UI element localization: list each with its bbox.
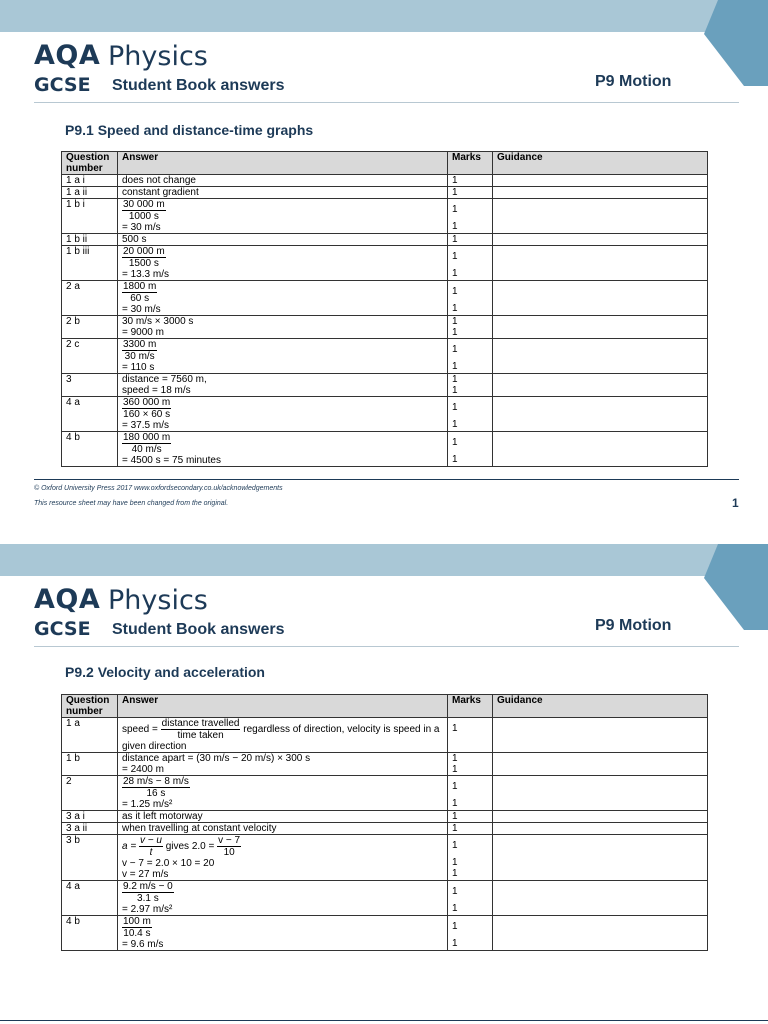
marks-cell <box>448 374 493 397</box>
question-cell: 1 a i <box>62 175 118 187</box>
fraction <box>122 916 152 939</box>
guidance-cell <box>493 281 708 316</box>
fraction-denominator: 1000 s <box>128 211 159 222</box>
table-row <box>62 753 708 776</box>
col-guidance-header: Guidance <box>493 152 708 175</box>
fraction-numerator: 20 000 m <box>123 246 165 257</box>
marks-cell <box>448 432 493 467</box>
answer-line: = 4500 s = 75 minutes <box>122 455 221 466</box>
page-number: 1 <box>732 496 739 510</box>
answer-cell <box>118 432 448 467</box>
mark: 1 <box>452 437 458 448</box>
mark: 1 <box>452 268 458 279</box>
page-gap <box>0 520 768 544</box>
header-rule <box>34 646 739 647</box>
aqa-logo: AQA <box>34 584 101 615</box>
table-row <box>62 234 708 246</box>
mark: 1 <box>452 781 458 792</box>
answer-cell <box>118 835 448 881</box>
mark: 1 <box>452 938 458 949</box>
mark: 1 <box>452 344 458 355</box>
section-title: P9.2 Velocity and acceleration <box>65 664 265 680</box>
header-band <box>0 0 768 32</box>
answer-line: distance = 7560 m, <box>122 374 207 385</box>
answer-cell: constant gradient <box>118 187 448 199</box>
guidance-cell <box>493 374 708 397</box>
guidance-cell <box>493 316 708 339</box>
mark: 1 <box>452 286 458 297</box>
marks-cell <box>448 718 493 753</box>
answer-cell <box>118 753 448 776</box>
corner-decoration <box>704 544 768 630</box>
table-row <box>62 246 708 281</box>
question-cell: 2 <box>62 776 118 811</box>
question-cell: 1 b iii <box>62 246 118 281</box>
guidance-cell <box>493 811 708 823</box>
answer-cell <box>118 316 448 339</box>
guidance-cell <box>493 246 708 281</box>
subject-logo: Physics <box>108 585 208 616</box>
fraction-numerator: 3300 m <box>123 339 157 350</box>
answer-cell <box>118 718 448 753</box>
fraction-denominator: 10.4 s <box>123 928 151 939</box>
col-answer-header: Answer <box>118 152 448 175</box>
guidance-cell <box>493 916 708 951</box>
marks-cell <box>448 397 493 432</box>
guidance-cell <box>493 339 708 374</box>
table-header-row <box>62 152 708 175</box>
answer-cell: as it left motorway <box>118 811 448 823</box>
mark: 1 <box>452 857 458 868</box>
answer-cell <box>118 776 448 811</box>
marks-cell <box>448 753 493 776</box>
answer-line: = 110 s <box>122 362 155 373</box>
table-row <box>62 718 708 753</box>
question-cell: 4 a <box>62 397 118 432</box>
fraction-denominator: 16 s <box>146 788 166 799</box>
answer-cell <box>118 397 448 432</box>
marks-cell <box>448 281 493 316</box>
answers-table <box>61 151 708 467</box>
marks-cell <box>448 246 493 281</box>
mark: 1 <box>452 402 458 413</box>
guidance-cell <box>493 432 708 467</box>
question-cell: 1 b <box>62 753 118 776</box>
footer-copyright: © Oxford University Press 2017 www.oxfordsecondary.co.uk/acknowledgements <box>34 485 283 492</box>
mark: 1 <box>452 303 458 314</box>
question-cell: 1 a ii <box>62 187 118 199</box>
marks-cell: 1 <box>448 811 493 823</box>
fraction-denominator: time taken <box>177 730 224 741</box>
answer-cell <box>118 881 448 916</box>
fraction-denominator: 10 <box>223 847 235 858</box>
fraction-denominator: 160 × 60 s <box>123 409 171 420</box>
table-row <box>62 776 708 811</box>
answer-cell <box>118 374 448 397</box>
answer-line: = 30 m/s <box>122 304 161 315</box>
marks-cell <box>448 339 493 374</box>
fraction-numerator: v − 7 <box>218 835 241 846</box>
table-row <box>62 432 708 467</box>
mark: 1 <box>452 251 458 262</box>
mark: 1 <box>452 361 458 372</box>
answer-cell <box>118 199 448 234</box>
answer-cell: when travelling at constant velocity <box>118 823 448 835</box>
mark: 1 <box>452 327 458 338</box>
question-cell: 1 b ii <box>62 234 118 246</box>
marks-cell: 1 <box>448 234 493 246</box>
fraction-numerator: 1800 m <box>123 281 157 292</box>
fraction <box>122 776 190 799</box>
mark: 1 <box>452 868 458 879</box>
question-cell: 2 c <box>62 339 118 374</box>
guidance-cell <box>493 718 708 753</box>
mark: 1 <box>452 764 458 775</box>
table-row <box>62 916 708 951</box>
table-header-row <box>62 695 708 718</box>
book-title: Student Book answers <box>112 621 285 638</box>
guidance-cell <box>493 753 708 776</box>
chapter-title: P9 Motion <box>595 73 672 90</box>
fraction-numerator: 100 m <box>123 916 151 927</box>
fraction-denominator: 60 s <box>130 293 150 304</box>
fraction-denominator: 1500 s <box>128 258 159 269</box>
guidance-cell <box>493 187 708 199</box>
guidance-cell <box>493 881 708 916</box>
answer-cell <box>118 339 448 374</box>
guidance-cell <box>493 199 708 234</box>
book-title: Student Book answers <box>112 77 285 94</box>
col-marks-header: Marks <box>448 152 493 175</box>
answer-line: 30 m/s × 3000 s <box>122 316 194 327</box>
answer-cell: 500 s <box>118 234 448 246</box>
fraction <box>122 881 174 904</box>
marks-cell <box>448 835 493 881</box>
fraction <box>139 835 163 858</box>
fraction-numerator: 28 m/s − 8 m/s <box>123 776 189 787</box>
bottom-rule <box>0 1020 768 1021</box>
answer-cell <box>118 281 448 316</box>
answer-cell <box>118 246 448 281</box>
guidance-cell <box>493 175 708 187</box>
question-cell: 1 b i <box>62 199 118 234</box>
mark: 1 <box>452 886 458 897</box>
question-cell: 4 b <box>62 432 118 467</box>
footer-note: This resource sheet may have been changed from the original. <box>34 500 229 507</box>
fraction <box>122 397 171 420</box>
answer-text: regardless of direction, velocity is speed in a given direction <box>122 724 440 752</box>
table-row <box>62 823 708 835</box>
col-question-header: Question number <box>62 152 118 175</box>
mark: 1 <box>452 840 458 851</box>
fraction-denominator: 40 m/s <box>131 444 162 455</box>
header-rule <box>34 102 739 103</box>
marks-cell <box>448 881 493 916</box>
answer-line: = 9.6 m/s <box>122 939 164 950</box>
gcse-logo: GCSE <box>34 74 91 96</box>
aqa-logo: AQA <box>34 40 101 71</box>
answer-sheet-page-2 <box>0 544 768 1024</box>
mark: 1 <box>452 723 458 734</box>
fraction-numerator: v − u <box>139 835 162 846</box>
question-cell: 4 a <box>62 881 118 916</box>
answer-line: = 13.3 m/s <box>122 269 169 280</box>
marks-cell <box>448 916 493 951</box>
table-row <box>62 187 708 199</box>
table-row <box>62 811 708 823</box>
table-row <box>62 199 708 234</box>
answer-line: = 9000 m <box>122 327 164 338</box>
mark: 1 <box>452 798 458 809</box>
fraction-numerator: 9.2 m/s − 0 <box>123 881 173 892</box>
fraction <box>122 246 166 269</box>
mark: 1 <box>452 454 458 465</box>
header-band <box>0 544 768 576</box>
answer-line: = 1.25 m/s² <box>122 799 173 810</box>
mark: 1 <box>452 921 458 932</box>
marks-cell: 1 <box>448 175 493 187</box>
fraction-denominator: t <box>149 847 153 858</box>
fraction-denominator: 3.1 s <box>137 893 159 904</box>
table-row <box>62 175 708 187</box>
mark: 1 <box>452 204 458 215</box>
answer-line: distance apart = (30 m/s − 20 m/s) × 300 s <box>122 753 311 764</box>
fraction-denominator: 30 m/s <box>124 351 155 362</box>
fraction-numerator: 180 000 m <box>123 432 171 443</box>
fraction-numerator: 360 000 m <box>123 397 171 408</box>
guidance-cell <box>493 835 708 881</box>
guidance-cell <box>493 397 708 432</box>
col-marks-header: Marks <box>448 695 493 718</box>
guidance-cell <box>493 823 708 835</box>
chapter-title: P9 Motion <box>595 617 672 634</box>
answer-line: = 2400 m <box>122 764 164 775</box>
footer-rule <box>34 479 739 480</box>
answer-line: = 37.5 m/s <box>122 420 169 431</box>
question-cell: 3 a ii <box>62 823 118 835</box>
question-cell: 1 a <box>62 718 118 753</box>
section-title: P9.1 Speed and distance-time graphs <box>65 122 314 138</box>
question-cell: 2 a <box>62 281 118 316</box>
fraction <box>122 281 157 304</box>
fraction-numerator: 30 000 m <box>123 199 165 210</box>
col-answer-header: Answer <box>118 695 448 718</box>
table-row <box>62 339 708 374</box>
gcse-logo: GCSE <box>34 618 91 640</box>
answer-text: a = <box>122 841 139 853</box>
table-row <box>62 374 708 397</box>
guidance-cell <box>493 234 708 246</box>
question-cell: 3 b <box>62 835 118 881</box>
mark: 1 <box>452 385 458 396</box>
fraction <box>217 835 241 858</box>
mark: 1 <box>452 419 458 430</box>
col-guidance-header: Guidance <box>493 695 708 718</box>
mark: 1 <box>452 221 458 232</box>
table-row <box>62 397 708 432</box>
answer-line: = 30 m/s <box>122 222 161 233</box>
answer-text: gives 2.0 = <box>162 841 218 853</box>
fraction <box>122 339 157 362</box>
table-row <box>62 881 708 916</box>
subject-logo: Physics <box>108 41 208 72</box>
mark: 1 <box>452 903 458 914</box>
question-cell: 3 <box>62 374 118 397</box>
question-cell: 3 a i <box>62 811 118 823</box>
fraction <box>122 432 171 455</box>
fraction <box>161 718 241 741</box>
fraction <box>122 199 166 222</box>
col-question-header: Question number <box>62 695 118 718</box>
marks-cell: 1 <box>448 187 493 199</box>
answer-line: v = 27 m/s <box>122 869 169 880</box>
corner-decoration <box>704 0 768 86</box>
marks-cell <box>448 776 493 811</box>
question-cell: 4 b <box>62 916 118 951</box>
question-cell: 2 b <box>62 316 118 339</box>
answer-line: = 2.97 m/s² <box>122 904 173 915</box>
marks-cell <box>448 316 493 339</box>
answer-text: speed = <box>122 724 161 736</box>
mark: 1 <box>452 316 458 327</box>
answer-line: speed = 18 m/s <box>122 385 191 396</box>
mark: 1 <box>452 374 458 385</box>
marks-cell <box>448 199 493 234</box>
guidance-cell <box>493 776 708 811</box>
answer-line: v − 7 = 2.0 × 10 = 20 <box>122 858 215 869</box>
table-row <box>62 281 708 316</box>
fraction-numerator: distance travelled <box>161 718 240 729</box>
mark: 1 <box>452 753 458 764</box>
marks-cell: 1 <box>448 823 493 835</box>
table-row <box>62 835 708 881</box>
answer-cell <box>118 916 448 951</box>
answer-cell: does not change <box>118 175 448 187</box>
table-row <box>62 316 708 339</box>
answers-table <box>61 694 708 951</box>
